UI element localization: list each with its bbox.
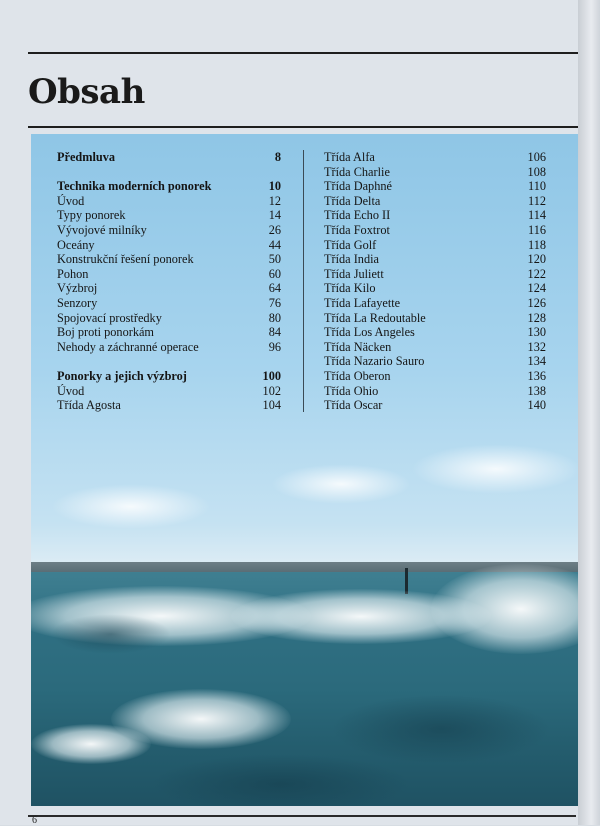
toc-entry — [57, 398, 281, 413]
toc-entry-page: 118 — [528, 237, 546, 252]
toc-entry-page: 134 — [527, 354, 546, 369]
toc-entry-label: Vývojové milníky — [57, 222, 147, 237]
cloud — [271, 464, 411, 504]
toc-entry — [57, 208, 281, 223]
toc-entry — [57, 340, 281, 355]
toc-entry-label: Senzory — [57, 295, 98, 310]
toc-entry-page: 50 — [268, 252, 281, 267]
toc-entry — [324, 369, 546, 384]
toc-entry-label: Třída Nazario Sauro — [324, 354, 425, 369]
toc-entry-page: 116 — [528, 222, 546, 237]
toc-entry — [324, 354, 546, 369]
toc-entry-page: 140 — [527, 398, 546, 413]
toc-section-heading — [57, 369, 281, 384]
toc-entry-label: Třída Ohio — [324, 383, 379, 398]
page-title: Obsah — [28, 72, 145, 112]
toc-entry — [57, 296, 281, 311]
toc-entry-label: Typy ponorek — [57, 208, 126, 223]
toc-entry — [324, 267, 546, 282]
toc-entry-page: 114 — [528, 208, 546, 223]
toc-entry-label: Třída Charlie — [324, 164, 390, 179]
toc-entry-page: 14 — [268, 208, 281, 223]
toc-entry-page: 108 — [527, 164, 546, 179]
toc-entry — [57, 384, 281, 399]
toc-spacer — [57, 165, 281, 180]
toc-entry-page: 136 — [527, 368, 546, 383]
toc-entry-page: 124 — [527, 281, 546, 296]
toc-entry — [57, 238, 281, 253]
toc-entry-label: Výzbroj — [57, 281, 98, 296]
toc-entry — [324, 238, 546, 253]
toc-entry-page: 102 — [262, 383, 281, 398]
toc-section-heading — [57, 179, 281, 194]
toc-entry-label: Třída Näcken — [324, 339, 392, 354]
toc-entry-label: Oceány — [57, 237, 95, 252]
toc-entry — [324, 384, 546, 399]
toc-entry — [324, 165, 546, 180]
bottom-rule — [28, 815, 576, 817]
column-divider — [303, 150, 304, 412]
toc-entry — [57, 194, 281, 209]
wave-trough — [51, 614, 171, 654]
toc-entry-label: Technika moderních ponorek — [57, 179, 212, 194]
toc-entry-label: Třída Golf — [324, 237, 377, 252]
toc-entry-label: Třída La Redoutable — [324, 310, 426, 325]
toc-entry-label: Úvod — [57, 193, 85, 208]
toc-entry — [57, 267, 281, 282]
toc-entry-label: Třída Agosta — [57, 398, 121, 413]
toc-entry-page: 96 — [268, 339, 281, 354]
toc-entry-page: 76 — [268, 295, 281, 310]
toc-entry-label: Třída Kilo — [324, 281, 376, 296]
title-rule — [28, 126, 578, 128]
toc-entry-page: 12 — [268, 193, 281, 208]
cloud — [51, 484, 211, 529]
toc-entry-label: Ponorky a jejich výzbroj — [57, 368, 187, 383]
toc-entry-page: 122 — [527, 266, 546, 281]
toc-column-right — [324, 150, 546, 413]
toc-entry-page: 130 — [527, 325, 546, 340]
toc-entry — [324, 208, 546, 223]
toc-entry-label: Třída Oberon — [324, 368, 391, 383]
toc-entry-page: 126 — [527, 295, 546, 310]
toc-entry-label: Třída Daphné — [324, 179, 392, 194]
toc-entry-label: Třída Echo II — [324, 208, 391, 223]
toc-entry — [324, 325, 546, 340]
toc-entry-page: 112 — [528, 193, 546, 208]
toc-entry — [57, 311, 281, 326]
toc-entry-label: Třída Foxtrot — [324, 222, 390, 237]
toc-entry — [57, 223, 281, 238]
toc-entry — [324, 398, 546, 413]
toc-entry-label: Nehody a záchranné operace — [57, 339, 199, 354]
top-rule — [28, 52, 578, 54]
toc-entry — [324, 252, 546, 267]
toc-entry — [324, 311, 546, 326]
toc-entry-label: Třída Oscar — [324, 398, 383, 413]
toc-entry-page: 64 — [268, 281, 281, 296]
toc-entry-label: Třída Los Angeles — [324, 325, 415, 340]
toc-entry-page: 120 — [527, 252, 546, 267]
toc-entry-page: 80 — [268, 310, 281, 325]
toc-entry-page: 60 — [268, 266, 281, 281]
toc-entry-label: Třída Alfa — [324, 150, 375, 164]
toc-entry-label: Spojovací prostředky — [57, 310, 162, 325]
toc-entry-page: 8 — [274, 150, 281, 164]
toc-entry-label: Pohon — [57, 266, 89, 281]
cloud — [411, 444, 578, 494]
book-spine — [578, 0, 600, 825]
page-number: 6 — [32, 815, 37, 826]
toc-entry-label: Třída Delta — [324, 193, 381, 208]
toc-entry-page: 106 — [527, 150, 546, 164]
toc-entry-page: 10 — [268, 179, 281, 194]
wave-trough — [331, 694, 551, 764]
toc-section-heading — [57, 150, 281, 165]
toc-entry-page: 104 — [262, 398, 281, 413]
toc-entry-page: 110 — [528, 179, 546, 194]
toc-entry — [324, 281, 546, 296]
toc-entry — [324, 340, 546, 355]
toc-entry-page: 100 — [262, 368, 281, 383]
toc-entry-label: Třída Lafayette — [324, 295, 401, 310]
wave-trough — [151, 754, 411, 806]
toc-entry — [324, 179, 546, 194]
toc-entry-label: Třída Juliett — [324, 266, 384, 281]
toc-entry — [57, 252, 281, 267]
toc-entry-page: 84 — [268, 325, 281, 340]
toc-entry-page: 128 — [527, 310, 546, 325]
toc-entry-page: 138 — [527, 383, 546, 398]
toc-entry-label: Boj proti ponorkám — [57, 325, 155, 340]
toc-entry — [57, 325, 281, 340]
toc-entry — [324, 150, 546, 165]
toc-entry — [324, 223, 546, 238]
wave-foam — [31, 724, 151, 764]
toc-entry — [324, 194, 546, 209]
toc-entry-label: Předmluva — [57, 150, 116, 164]
toc-entry-page: 44 — [268, 237, 281, 252]
toc-column-left — [57, 150, 281, 413]
toc-entry — [57, 281, 281, 296]
toc-entry — [324, 296, 546, 311]
toc-spacer — [57, 354, 281, 369]
toc-entry-label: Konstrukční řešení ponorek — [57, 252, 194, 267]
toc-entry-label: Úvod — [57, 383, 85, 398]
toc-entry-page: 132 — [527, 339, 546, 354]
toc-entry-page: 26 — [268, 222, 281, 237]
toc-entry-label: Třída India — [324, 252, 379, 267]
